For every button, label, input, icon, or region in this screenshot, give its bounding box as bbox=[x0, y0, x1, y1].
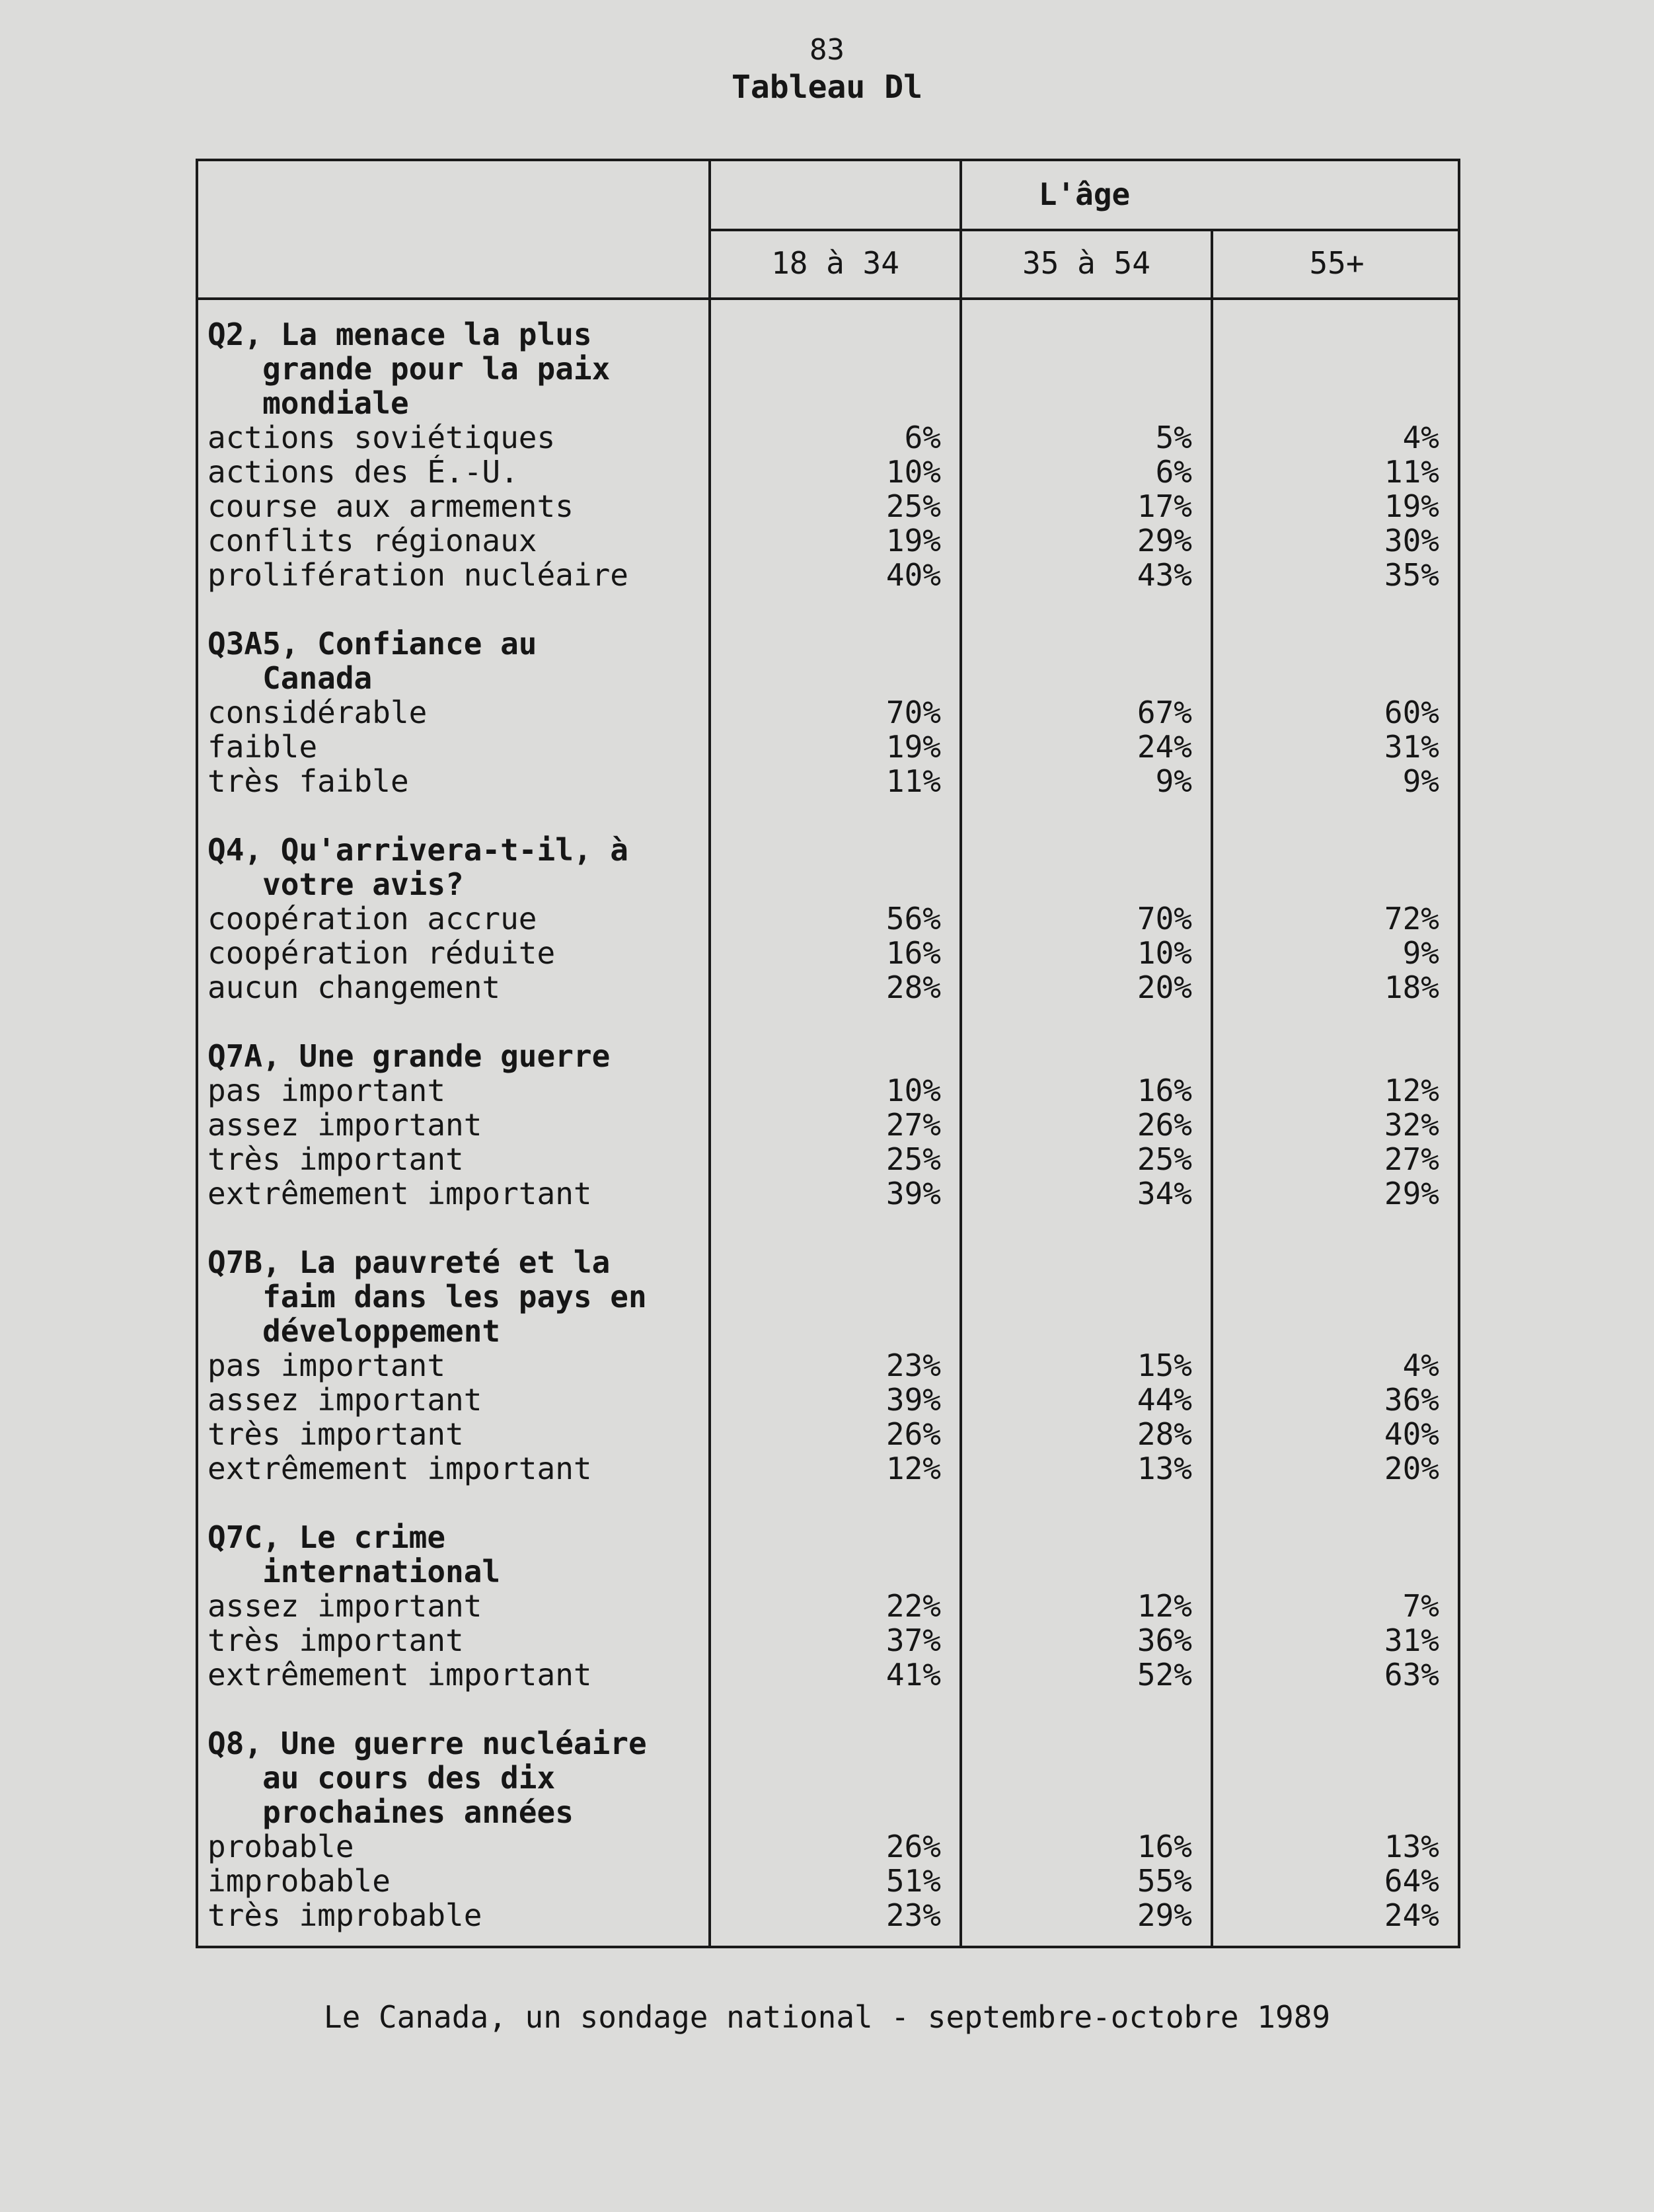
row-label: assez important bbox=[207, 1589, 482, 1623]
row-label: très faible bbox=[207, 764, 409, 798]
table-row bbox=[198, 695, 1458, 730]
question-section bbox=[198, 317, 1458, 592]
column-header-35-54: 35 à 54 bbox=[1022, 245, 1150, 281]
percent-cell: 72% bbox=[1384, 901, 1439, 936]
row-label: actions des É.-U. bbox=[207, 455, 519, 489]
row-label: considérable bbox=[207, 695, 428, 730]
percent-cell: 37% bbox=[885, 1622, 941, 1658]
question-title: Q2, La menace la plus bbox=[207, 317, 592, 352]
percent-cell: 70% bbox=[885, 695, 941, 730]
table-row bbox=[198, 901, 1458, 936]
question-title: au cours des dix bbox=[207, 1761, 556, 1795]
table-row bbox=[198, 730, 1458, 764]
percent-cell: 44% bbox=[1137, 1382, 1192, 1418]
percent-cell: 29% bbox=[1137, 523, 1192, 558]
percent-cell: 10% bbox=[885, 1073, 941, 1108]
row-label: assez important bbox=[207, 1383, 482, 1417]
question-title: Q4, Qu'arrivera-t-il, à bbox=[207, 833, 628, 867]
row-label: assez important bbox=[207, 1108, 482, 1142]
row-label: faible bbox=[207, 730, 318, 764]
table-row bbox=[198, 764, 1458, 798]
question-title: Q8, Une guerre nucléaire bbox=[207, 1726, 647, 1761]
percent-cell: 23% bbox=[885, 1348, 941, 1383]
question-title-line bbox=[198, 1726, 1458, 1761]
percent-cell: 28% bbox=[1137, 1416, 1192, 1452]
column-header-18-34: 18 à 34 bbox=[771, 245, 899, 281]
percent-cell: 4% bbox=[1402, 1348, 1439, 1383]
percent-cell: 20% bbox=[1384, 1451, 1439, 1486]
question-title: grande pour la paix bbox=[207, 352, 611, 386]
row-label: extrêmement important bbox=[207, 1658, 592, 1692]
table-row bbox=[198, 1829, 1458, 1864]
percent-cell: 9% bbox=[1402, 935, 1439, 971]
table-body bbox=[198, 304, 1458, 1967]
percent-cell: 27% bbox=[1384, 1141, 1439, 1177]
percent-cell: 25% bbox=[885, 488, 941, 524]
percent-cell: 55% bbox=[1137, 1863, 1192, 1899]
row-label: conflits régionaux bbox=[207, 523, 537, 558]
table-row bbox=[198, 1073, 1458, 1108]
percent-cell: 34% bbox=[1137, 1176, 1192, 1211]
question-title-line bbox=[198, 1245, 1458, 1279]
percent-cell: 31% bbox=[1384, 729, 1439, 765]
percent-cell: 36% bbox=[1384, 1382, 1439, 1418]
percent-cell: 63% bbox=[1384, 1657, 1439, 1693]
row-label: très improbable bbox=[207, 1898, 482, 1932]
percent-cell: 43% bbox=[1137, 557, 1192, 593]
percent-cell: 16% bbox=[1137, 1829, 1192, 1864]
percent-cell: 19% bbox=[885, 523, 941, 558]
question-title-line bbox=[198, 1279, 1458, 1314]
percent-cell: 12% bbox=[1137, 1588, 1192, 1624]
header-group-label: L'âge bbox=[1038, 176, 1131, 212]
percent-cell: 12% bbox=[885, 1451, 941, 1486]
table-row bbox=[198, 1108, 1458, 1142]
question-section bbox=[198, 1245, 1458, 1486]
question-section bbox=[198, 833, 1458, 1005]
row-label: très important bbox=[207, 1417, 464, 1451]
table-row bbox=[198, 1417, 1458, 1451]
percent-cell: 15% bbox=[1137, 1348, 1192, 1383]
percent-cell: 35% bbox=[1384, 557, 1439, 593]
percent-cell: 17% bbox=[1137, 488, 1192, 524]
percent-cell: 28% bbox=[885, 970, 941, 1005]
percent-cell: 26% bbox=[1137, 1107, 1192, 1143]
table-row bbox=[198, 1451, 1458, 1486]
question-section bbox=[198, 1520, 1458, 1692]
table-row bbox=[198, 1383, 1458, 1417]
percent-cell: 41% bbox=[885, 1657, 941, 1693]
table-row bbox=[198, 1142, 1458, 1176]
table-row bbox=[198, 1348, 1458, 1383]
percent-cell: 27% bbox=[885, 1107, 941, 1143]
percent-cell: 56% bbox=[885, 901, 941, 936]
percent-cell: 24% bbox=[1137, 729, 1192, 765]
percent-cell: 12% bbox=[1384, 1073, 1439, 1108]
column-header-55-plus: 55+ bbox=[1309, 245, 1365, 281]
question-title-line bbox=[198, 352, 1458, 386]
percent-cell: 26% bbox=[885, 1416, 941, 1452]
percent-cell: 13% bbox=[1384, 1829, 1439, 1864]
percent-cell: 20% bbox=[1137, 970, 1192, 1005]
percent-cell: 60% bbox=[1384, 695, 1439, 730]
page-number: 83 bbox=[809, 33, 845, 67]
percent-cell: 67% bbox=[1137, 695, 1192, 730]
row-label: coopération accrue bbox=[207, 901, 537, 936]
table-row bbox=[198, 1176, 1458, 1211]
table-row bbox=[198, 936, 1458, 970]
percent-cell: 26% bbox=[885, 1829, 941, 1864]
question-section bbox=[198, 1039, 1458, 1211]
row-label: très important bbox=[207, 1623, 464, 1658]
row-label: prolifération nucléaire bbox=[207, 558, 628, 592]
question-title-line bbox=[198, 1795, 1458, 1829]
percent-cell: 19% bbox=[1384, 488, 1439, 524]
question-title-line bbox=[198, 386, 1458, 420]
table-row bbox=[198, 1864, 1458, 1898]
table-row bbox=[198, 455, 1458, 489]
percent-cell: 40% bbox=[885, 557, 941, 593]
percent-cell: 25% bbox=[1137, 1141, 1192, 1177]
table-row bbox=[198, 489, 1458, 523]
percent-cell: 11% bbox=[885, 763, 941, 799]
percent-cell: 70% bbox=[1137, 901, 1192, 936]
question-section bbox=[198, 1726, 1458, 1932]
percent-cell: 24% bbox=[1384, 1897, 1439, 1933]
table-row bbox=[198, 420, 1458, 455]
header-bottom-rule bbox=[198, 297, 1458, 300]
row-label: actions soviétiques bbox=[207, 420, 556, 455]
table-row bbox=[198, 523, 1458, 558]
row-label: très important bbox=[207, 1142, 464, 1176]
page-footer: Le Canada, un sondage national - septembre-octobre 1989 bbox=[323, 1999, 1331, 2035]
row-label: pas important bbox=[207, 1348, 446, 1383]
percent-cell: 10% bbox=[885, 454, 941, 490]
percent-cell: 64% bbox=[1384, 1863, 1439, 1899]
table-row bbox=[198, 1589, 1458, 1623]
question-section bbox=[198, 627, 1458, 798]
row-label: coopération réduite bbox=[207, 936, 556, 970]
question-title: Q7B, La pauvreté et la bbox=[207, 1245, 611, 1279]
percent-cell: 4% bbox=[1402, 420, 1439, 455]
table-row bbox=[198, 1623, 1458, 1658]
percent-cell: 10% bbox=[1137, 935, 1192, 971]
row-label: probable bbox=[207, 1829, 354, 1864]
percent-cell: 29% bbox=[1137, 1897, 1192, 1933]
percent-cell: 30% bbox=[1384, 523, 1439, 558]
question-title: prochaines années bbox=[207, 1795, 574, 1829]
percent-cell: 29% bbox=[1384, 1176, 1439, 1211]
percent-cell: 39% bbox=[885, 1176, 941, 1211]
row-label: extrêmement important bbox=[207, 1176, 592, 1211]
question-title-line bbox=[198, 1520, 1458, 1554]
row-label: course aux armements bbox=[207, 489, 574, 523]
table-row bbox=[198, 558, 1458, 592]
page-title: Tableau Dl bbox=[732, 69, 922, 106]
table-row bbox=[198, 1898, 1458, 1932]
table-row bbox=[198, 970, 1458, 1005]
percent-cell: 40% bbox=[1384, 1416, 1439, 1452]
percent-cell: 19% bbox=[885, 729, 941, 765]
percent-cell: 23% bbox=[885, 1897, 941, 1933]
question-title-line bbox=[198, 661, 1458, 695]
question-title: développement bbox=[207, 1314, 501, 1348]
question-title: mondiale bbox=[207, 386, 409, 420]
question-title-line bbox=[198, 833, 1458, 867]
percent-cell: 9% bbox=[1402, 763, 1439, 799]
question-title: votre avis? bbox=[207, 867, 464, 901]
percent-cell: 16% bbox=[885, 935, 941, 971]
question-title: Q7C, Le crime bbox=[207, 1520, 446, 1554]
question-title: international bbox=[207, 1554, 501, 1589]
percent-cell: 32% bbox=[1384, 1107, 1439, 1143]
question-title-line bbox=[198, 1761, 1458, 1795]
question-title-line bbox=[198, 1039, 1458, 1073]
percent-cell: 51% bbox=[885, 1863, 941, 1899]
row-label: aucun changement bbox=[207, 970, 501, 1005]
question-title: Canada bbox=[207, 661, 373, 695]
question-title-line bbox=[198, 867, 1458, 901]
percent-cell: 39% bbox=[885, 1382, 941, 1418]
percent-cell: 16% bbox=[1137, 1073, 1192, 1108]
percent-cell: 7% bbox=[1402, 1588, 1439, 1624]
data-table bbox=[196, 159, 1460, 1948]
percent-cell: 13% bbox=[1137, 1451, 1192, 1486]
table-row bbox=[198, 1658, 1458, 1692]
row-label: extrêmement important bbox=[207, 1451, 592, 1486]
percent-cell: 18% bbox=[1384, 970, 1439, 1005]
percent-cell: 6% bbox=[1155, 454, 1192, 490]
row-label: improbable bbox=[207, 1864, 391, 1898]
percent-cell: 5% bbox=[1155, 420, 1192, 455]
question-title-line bbox=[198, 1554, 1458, 1589]
question-title-line bbox=[198, 1314, 1458, 1348]
question-title-line bbox=[198, 627, 1458, 661]
question-title-line bbox=[198, 317, 1458, 352]
percent-cell: 25% bbox=[885, 1141, 941, 1177]
question-title: Q3A5, Confiance au bbox=[207, 627, 537, 661]
question-title: faim dans les pays en bbox=[207, 1279, 647, 1314]
percent-cell: 6% bbox=[904, 420, 941, 455]
row-label: pas important bbox=[207, 1073, 446, 1108]
percent-cell: 9% bbox=[1155, 763, 1192, 799]
percent-cell: 36% bbox=[1137, 1622, 1192, 1658]
header-divider bbox=[708, 229, 1458, 231]
percent-cell: 11% bbox=[1384, 454, 1439, 490]
percent-cell: 22% bbox=[885, 1588, 941, 1624]
percent-cell: 31% bbox=[1384, 1622, 1439, 1658]
percent-cell: 52% bbox=[1137, 1657, 1192, 1693]
question-title: Q7A, Une grande guerre bbox=[207, 1039, 611, 1073]
